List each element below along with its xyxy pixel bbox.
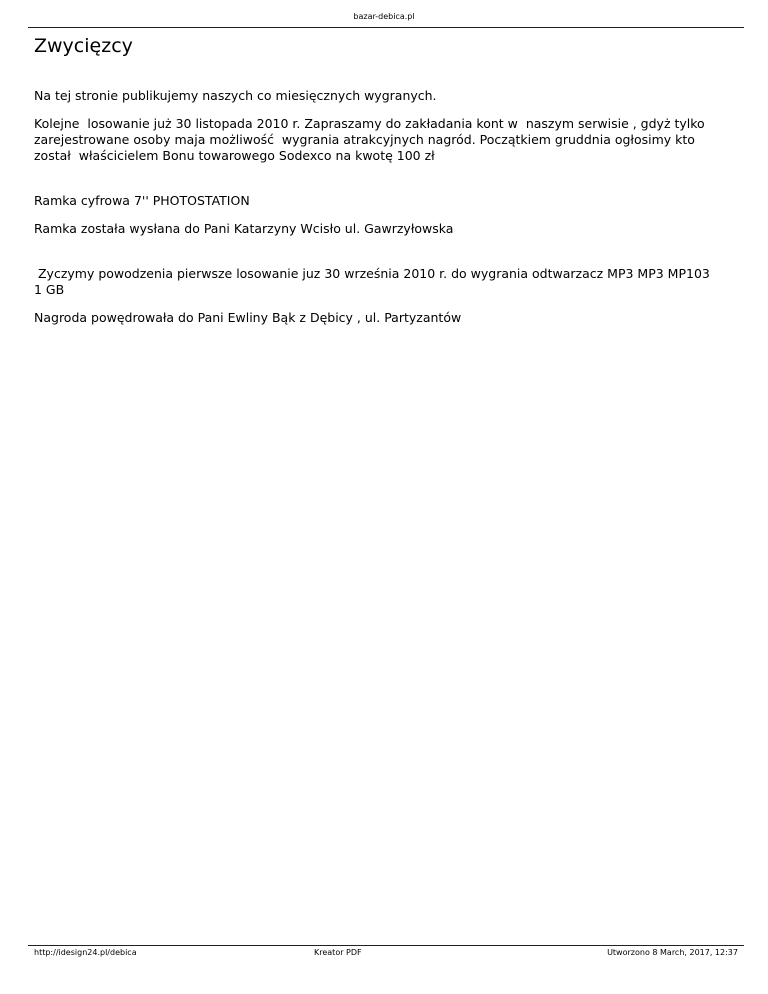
footer-created-date: Utworzono 8 March, 2017, 12:37 — [607, 948, 738, 957]
intro-paragraph: Na tej stronie publikujemy naszych co miesięcznych wygranych. — [34, 88, 437, 103]
prize-winner-mp3: Nagroda powędrowała do Pani Ewliny Bąk z Dębicy , ul. Partyzantów — [34, 310, 462, 325]
page-header-site: bazar-debica.pl — [353, 12, 415, 21]
prize-title-photo-frame: Ramka cyfrowa 7'' PHOTOSTATION — [34, 193, 250, 208]
prize-winner-photo-frame: Ramka została wysłana do Pani Katarzyny Wcisło ul. Gawrzyłowska — [34, 221, 454, 236]
footer-divider — [28, 945, 744, 946]
footer-generator: Kreator PDF — [314, 948, 362, 957]
header-divider — [28, 27, 744, 28]
footer-url: http://idesign24.pl/debica — [34, 948, 137, 957]
article-body — [34, 88, 714, 326]
page-title: Zwycięzcy — [34, 35, 133, 57]
prize-title-mp3: Zyczymy powodzenia pierwsze losowanie juz 30 września 2010 r. do wygrania odtwarzacz MP3 MP3 MP103 1 GB — [34, 266, 714, 297]
page-footer — [34, 948, 738, 958]
next-draw-paragraph: Kolejne losowanie już 30 listopada 2010 r. Zapraszamy do zakładania kont w naszym serwisie , gdyż tylko zarejestrowane osoby maja możliwość wygrania atrakcyjnych nagród. Początkiem gruddnia ogłosimy kto został właścicielem Bonu towarowego Sodexco na kwotę 100 zł — [34, 116, 709, 163]
